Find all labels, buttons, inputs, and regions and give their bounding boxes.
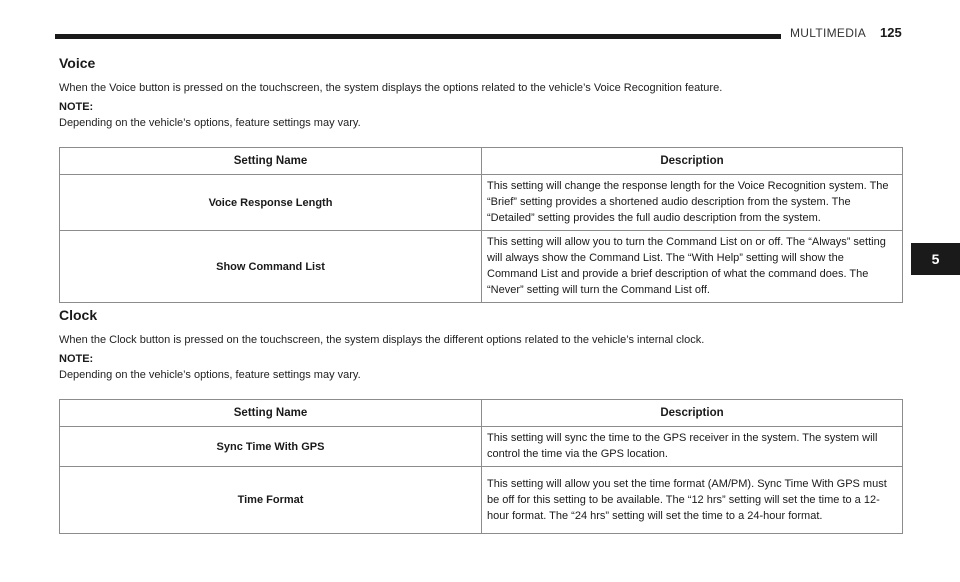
clock-settings-table [59, 399, 903, 534]
header-section-title: MULTIMEDIA [790, 26, 867, 40]
setting-name-cell: Sync Time With GPS [60, 427, 482, 467]
setting-description-cell: This setting will sync the time to the GPS receiver in the system. The system will control the time via the GPS location. [482, 427, 903, 467]
column-header-setting-name: Setting Name [60, 148, 482, 175]
setting-name-cell: Voice Response Length [60, 175, 482, 231]
table-row [60, 175, 903, 231]
setting-name-cell: Time Format [60, 467, 482, 534]
setting-description-cell: This setting will allow you set the time format (AM/PM). Sync Time With GPS must be off for this setting to be available. The “12 hrs” setting will set the time to a 12-hour format. The “24 hrs” setting will set the time to a 24-hour format. [482, 467, 903, 534]
table-header-row [60, 148, 903, 175]
setting-description-cell: This setting will allow you to turn the Command List on or off. The “Always” setting will always show the Command List. The “With Help” setting will show the Command List and provide a brief description of what the command does. The “Never” setting will turn the Command List off. [482, 231, 903, 303]
voice-intro: When the Voice button is pressed on the touchscreen, the system displays the options related to the vehicle’s Voice Recognition feature. [59, 82, 723, 94]
setting-name-cell: Show Command List [60, 231, 482, 303]
chapter-tab: 5 [911, 243, 960, 275]
setting-description-cell: This setting will change the response length for the Voice Recognition system. The “Brief” setting provides a shortened audio description from the system. The “Detailed” setting provides the full audio description from the system. [482, 175, 903, 231]
voice-section-title: Voice [59, 55, 96, 71]
voice-settings-table [59, 147, 903, 303]
page-number: 125 [880, 25, 902, 40]
header-rule [55, 34, 781, 39]
column-header-description: Description [482, 400, 903, 427]
column-header-description: Description [482, 148, 903, 175]
table-header-row [60, 400, 903, 427]
clock-note-text: Depending on the vehicle’s options, feature settings may vary. [59, 369, 361, 381]
clock-intro: When the Clock button is pressed on the touchscreen, the system displays the different options related to the vehicle’s internal clock. [59, 334, 705, 346]
table-row [60, 231, 903, 303]
column-header-setting-name: Setting Name [60, 400, 482, 427]
clock-note-label: NOTE: [59, 353, 94, 365]
table-row [60, 467, 903, 534]
table-row [60, 427, 903, 467]
voice-note-text: Depending on the vehicle’s options, feature settings may vary. [59, 117, 361, 129]
voice-note-label: NOTE: [59, 101, 94, 113]
clock-section-title: Clock [59, 307, 98, 323]
